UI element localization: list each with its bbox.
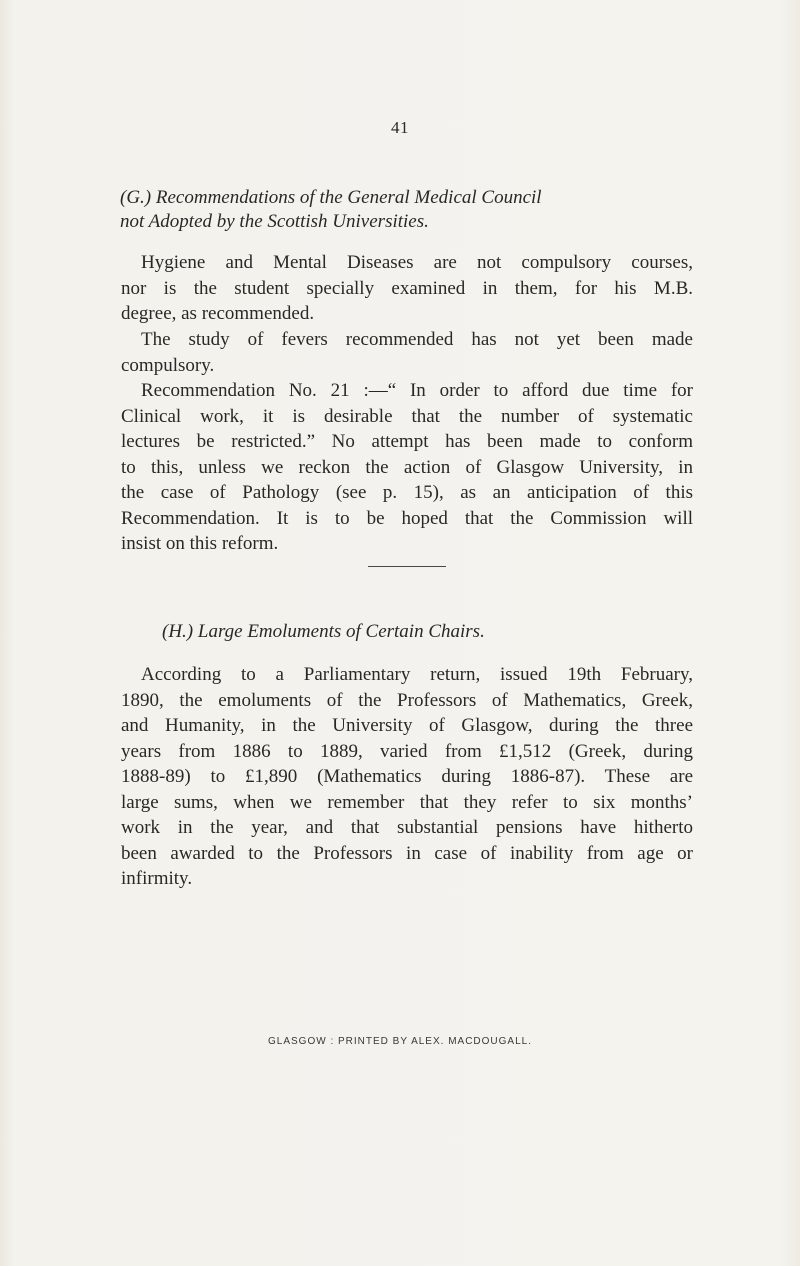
text-line: The study of fevers recommended has not yet been made [141,329,693,350]
text-line: 1890, the emoluments of the Professors of Mathematics, Greek, [121,689,693,711]
text-line: degree, as recommended. [121,303,315,324]
text-line: Recommendation. It is to be hoped that the Commission will [121,507,693,529]
text-line: been awarded to the Professors in case of inability from age or [121,842,693,864]
text-line: work in the year, and that substantial pensions have hitherto [121,817,693,838]
section-g-paragraph-2 [121,327,693,378]
text-line: Clinical work, it is desirable that the number of systematic [121,405,693,427]
text-line: years from 1886 to 1889, varied from £1,512 (Greek, during [121,740,693,762]
section-g-paragraph-3 [121,378,693,557]
section-g-heading [120,186,690,234]
text-line: According to a Parliamentary return, issued 19th February, [141,664,693,685]
text-line: the case of Pathology (see p. 15), as an anticipation of this [121,482,693,503]
section-g-heading-line-2: not Adopted by the Scottish Universities. [120,211,429,232]
text-line: compulsory. [121,354,215,376]
section-h-paragraph-1 [121,662,693,892]
text-line: infirmity. [121,868,193,889]
section-h-heading-line: (H.) Large Emoluments of Certain Chairs. [162,621,485,642]
section-g-heading-line-1: (G.) Recommendations of the General Medical Council [120,187,542,208]
section-divider [368,566,446,567]
text-line: Recommendation No. 21 :—“ In order to afford due time for [141,380,693,401]
text-line: nor is the student specially examined in them, for his M.B. [121,277,693,299]
text-line: 1888-89) to £1,890 (Mathematics during 1886-87). These are [121,766,693,787]
text-line: Hygiene and Mental Diseases are not compulsory courses, [141,252,693,273]
text-line: lectures be restricted.” No attempt has been made to conform [121,431,693,452]
text-line: insist on this reform. [121,533,279,554]
text-line: to this, unless we reckon the action of Glasgow University, in [121,456,693,478]
text-line: large sums, when we remember that they refer to six months’ [121,791,693,813]
printer-imprint: GLASGOW : PRINTED BY ALEX. MACDOUGALL. [268,1036,532,1047]
section-g-paragraph-1 [121,250,693,327]
section-h-heading [120,620,690,644]
text-line: and Humanity, in the University of Glasgow, during the three [121,715,693,736]
page-number: 41 [391,118,409,137]
